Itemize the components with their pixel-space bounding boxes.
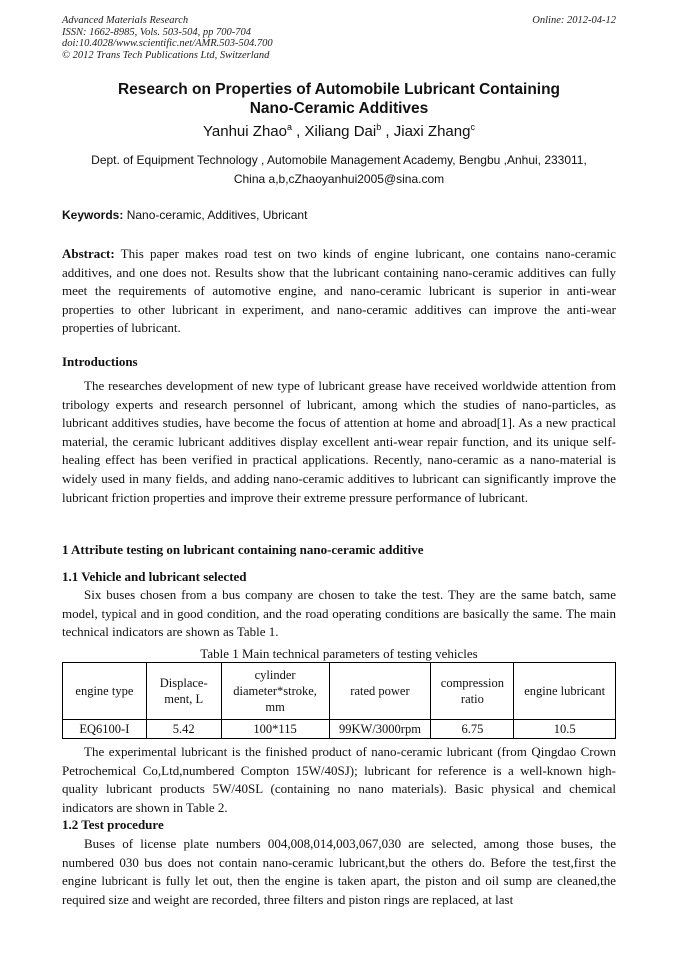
keywords — [62, 207, 616, 223]
paper-title — [62, 80, 616, 118]
table-header-cell: Displace-ment, L — [146, 663, 221, 720]
table-cell: 100*115 — [221, 720, 329, 739]
section-1-2-paragraph — [62, 835, 616, 909]
intro-paragraph — [62, 377, 616, 507]
table-1-caption: Table 1 Main technical parameters of testing vehicles — [200, 646, 478, 661]
author-superscript: c — [470, 122, 475, 132]
author-name: Xiliang Dai — [304, 123, 377, 140]
section-1-1-text: Six buses chosen from a bus company are chosen to take the test. They are the same batch, same model, typical and in good condition, and the road operating conditions are basically the same. The main technical indicators are shown as Table 1. — [62, 587, 616, 640]
author-name: Yanhui Zhao — [203, 123, 287, 140]
abstract-text: This paper makes road test on two kinds of engine lubricant, one contains nano-ceramic additives, and one does not. Results show that the lubricant containing nano-ceramic additives can fully meet the requirements of automotive engine, and nano-ceramic lubricant is superior in anti-wear properties to other lubricant in experiment, and nano-ceramic additives can improve the anti-wear properties of lubricant. — [62, 246, 616, 336]
table-cell: EQ6100-I — [63, 720, 147, 739]
online-date: Online: 2012-04-12 — [532, 15, 616, 26]
table-row — [63, 720, 616, 739]
author-superscript: a — [286, 122, 292, 132]
section-heading-1: 1 Attribute testing on lubricant containing nano-ceramic additive — [62, 542, 424, 557]
table-header-cell: engine type — [63, 663, 147, 720]
journal-header — [62, 15, 616, 61]
affiliation-line-2: China a,b,cZhaoyanhui2005@sina.com — [233, 172, 445, 186]
affiliation — [62, 151, 616, 189]
section-1-2-text: Buses of license plate numbers 004,008,014,003,067,030 are selected, among those buses, the numbered 030 bus does not contain nano-ceramic lubricant,but the others do. Before the test,first the engine lubricant is fully let out, then the engine is taken apart, the piston and oil sump are cleaned,the required size and weight are recorded, three filters and piston rings are replaced, at last — [62, 836, 616, 907]
copyright-line: © 2012 Trans Tech Publications Ltd, Switzerland — [62, 49, 270, 61]
author-name: Jiaxi Zhang — [393, 123, 471, 140]
title-line-1: Research on Properties of Automobile Lubricant Containing — [117, 81, 561, 98]
table-cell: 99KW/3000rpm — [329, 720, 431, 739]
issn-line: ISSN: 1662-8985, Vols. 503-504, pp 700-704 — [62, 26, 251, 38]
title-line-2: Nano-Ceramic Additives — [249, 100, 429, 117]
table-header-row — [63, 663, 616, 720]
table-cell: 6.75 — [431, 720, 514, 739]
author-list — [62, 122, 616, 142]
keywords-text: Nano-ceramic, Additives, Ubricant — [123, 208, 308, 222]
journal-name: Advanced Materials Research — [62, 15, 189, 26]
author-superscript: b — [376, 122, 382, 132]
section-heading-1-2: 1.2 Test procedure — [62, 817, 164, 832]
table-cell: 5.42 — [146, 720, 221, 739]
table-1 — [62, 662, 616, 739]
table-header-cell: engine lubricant — [514, 663, 616, 720]
section-heading-1-1: 1.1 Vehicle and lubricant selected — [62, 569, 247, 584]
author-separator: , — [291, 123, 305, 140]
section-heading-introductions: Introductions — [62, 354, 138, 369]
doi-line[interactable]: doi:10.4028/www.scientific.net/AMR.503-504.700 — [62, 38, 273, 49]
intro-text: The researches development of new type of lubricant grease have received worldwide attention from tribology experts and research personnel of lubricant, among which the studies of nano-particles, as lubricant additives studies, have become the focus of attention at home and abroad[1]. As a new practical material, the ceramic lubricant additives display excellent anti-wear repair function, and its unique self-healing effect has been verified in practical applications. Recently, nano-ceramic as a nano-material is widely used in many fields, and adding nano-ceramic additives to lubricant can significantly improve the lubricant friction properties and improve their extreme pressure performance of lubricant. — [62, 378, 616, 505]
abstract-label: Abstract: — [62, 246, 115, 261]
table-header-cell: cylinder diameter*stroke, mm — [221, 663, 329, 720]
section-1-1-paragraph-2 — [62, 743, 616, 817]
table-header-cell: compression ratio — [431, 663, 514, 720]
section-1-1-text-2: The experimental lubricant is the finished product of nano-ceramic lubricant (from Qingdao Crown Petrochemical Co,Ltd,numbered Compton 15W/40SJ); lubricant for reference is a well-known high-quality lubricant products 5W/40SL (containing no nano materials). Basic physical and chemical indicators are shown in Table 2. — [62, 744, 616, 815]
section-1-1-paragraph — [62, 586, 616, 642]
author-separator: , — [381, 123, 394, 140]
affiliation-line-1: Dept. of Equipment Technology , Automobile Management Academy, Bengbu ,Anhui, 233011, — [91, 153, 587, 167]
table-header-cell: rated power — [329, 663, 431, 720]
table-cell: 10.5 — [514, 720, 616, 739]
abstract — [62, 245, 616, 338]
keywords-label: Keywords: — [62, 208, 124, 222]
